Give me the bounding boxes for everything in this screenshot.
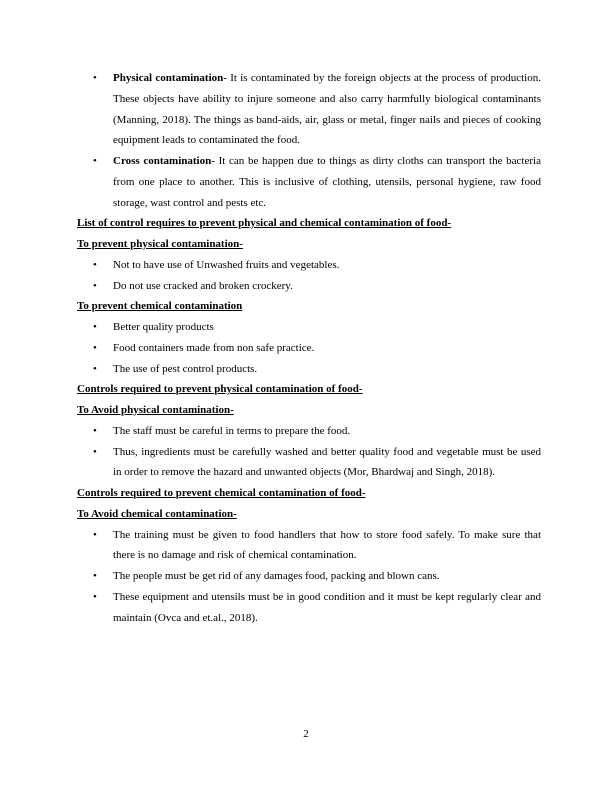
list-item-text: These equipment and utensils must be in good condition and it must be kept regularly clear and maintain (Ovca and et.al., 2018). [113,590,541,624]
document-body [77,68,541,628]
list-item [77,566,541,587]
list-item [77,151,541,213]
list-item [77,68,541,151]
bullet-icon: • [93,258,97,271]
bullet-icon: • [93,590,97,603]
section-heading: Controls required to prevent physical contamination of food- [77,383,363,396]
bullet-icon: • [93,362,97,375]
bullet-list [77,421,541,483]
bullet-icon: • [93,445,97,458]
bullet-icon: • [93,72,97,84]
list-item [77,359,541,380]
term: Physical contamination- [113,72,227,84]
list-item-text: Food containers made from non safe practice. [113,341,315,354]
list-item-text: Better quality products [113,321,214,333]
bullet-icon: • [93,321,97,333]
section-heading: To prevent chemical contamination [77,300,243,313]
definition-list [77,68,541,213]
bullet-icon: • [93,528,97,541]
list-item [77,525,541,567]
list-item [77,421,541,442]
section-heading: List of control requires to prevent physical and chemical contamination of food- [77,217,452,230]
section-heading: Controls required to prevent chemical contamination of food- [77,487,366,499]
list-item [77,587,541,629]
bullet-list [77,525,541,629]
bullet-list [77,317,541,379]
section-heading: To Avoid physical contamination- [77,404,234,416]
list-item [77,442,541,484]
term: Cross contamination- [113,155,215,167]
bullet-icon: • [93,570,97,582]
list-item-text: The staff must be careful in terms to prepare the food. [113,424,351,437]
list-item-text: The people must be get rid of any damages food, packing and blown cans. [113,570,440,582]
section-heading: To prevent physical contamination- [77,238,243,250]
list-item [77,276,541,297]
bullet-icon: • [93,279,97,292]
list-item-text: Not to have use of Unwashed fruits and vegetables. [113,258,340,271]
list-item-text: Do not use cracked and broken crockery. [113,279,293,292]
bullet-list [77,255,541,297]
bullet-icon: • [93,155,97,167]
list-item-text: Thus, ingredients must be carefully washed and better quality food and vegetable must be used in order to remove the hazard and unwanted objects (Mor, Bhardwaj and Singh, 2018). [113,445,541,479]
bullet-icon: • [93,424,97,437]
definition: It can be happen due to things as dirty cloths can transport the bacteria from one place to another. This is inclusive of clothing, utensils, personal hygiene, raw food storage, wast control and pests etc. [113,155,541,209]
list-item [77,255,541,276]
list-item-text: The training must be given to food handlers that how to store food safely. To make sure that there is no damage and risk of chemical contamination. [113,528,541,562]
section-heading: To Avoid chemical contamination- [77,507,237,520]
list-item [77,338,541,359]
definition: It is contaminated by the foreign objects at the process of production. These objects have ability to injure someone and also carry harmfully biological contaminants (Manning, 2018). The things as band-aids, air, glass or metal, finger nails and pieces of cooking equipment leads to contaminated the food. [113,72,541,147]
list-item-text: The use of pest control products. [113,362,258,375]
list-item [77,317,541,338]
page-number: 2 [303,728,309,740]
bullet-icon: • [93,341,97,354]
